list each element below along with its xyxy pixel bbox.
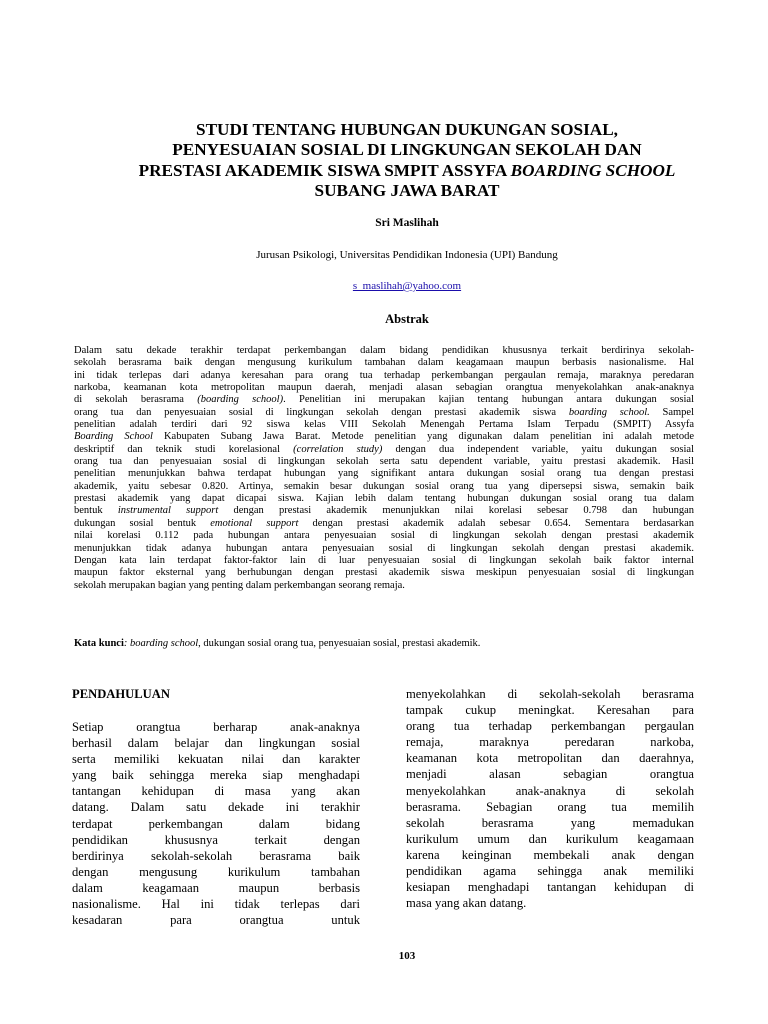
title-line: PENYESUAIAN SOSIAL DI LINGKUNGAN SEKOLAH DAN bbox=[172, 140, 642, 160]
abstract-line: orang tua dan penyesuaian sosial di lingkungan sekolah dengan prestasi akademik siswa boarding school. Sampel bbox=[74, 406, 694, 418]
body-text-line: tantangan kehidupan di masa yang akan bbox=[72, 784, 360, 799]
body-text-line: pendidikan khususnya terkait dengan bbox=[72, 832, 360, 847]
abstract-heading: Abstrak bbox=[385, 312, 429, 326]
author-affiliation: Jurusan Psikologi, Universitas Pendidikan Indonesia (UPI) Bandung bbox=[256, 249, 558, 261]
abstract-line: deskriptif dan teknik studi korelasional (correlation study) dengan dua independent variable, yaitu dukungan sosial bbox=[74, 443, 694, 455]
body-text-line: Setiap orangtua berharap anak-anaknya bbox=[72, 720, 360, 734]
abstract-line: menunjukkan tidak adanya hubungan antara penyesuaian sosial di lingkungan sekolah dengan prestasi akademik. bbox=[74, 542, 694, 554]
abstract-line: sekolah merupakan bagian yang penting dalam perkembangan seorang remaja. bbox=[74, 579, 405, 591]
abstract-line: di sekolah berasrama (boarding school). Penelitian ini merupakan kajian tentang hubungan antara dukungan sosial bbox=[74, 394, 694, 406]
body-text-line: yang baik sehingga mereka siap menghadapi bbox=[72, 768, 360, 783]
abstract-line: orang tua dan penyesuaian sosial di lingkungan sekolah serta satu dependent variable, yaitu prestasi akademik. Hasil bbox=[74, 456, 694, 468]
body-text-line: menjadi alasan sebagian orangtua bbox=[406, 767, 694, 782]
abstract-line: Boarding School Kabupaten Subang Jawa Barat. Metode penelitian yang digunakan dalam penelitian ini adalah metode bbox=[74, 431, 694, 443]
body-text-line: berhasil dalam belajar dan lingkungan sosial bbox=[72, 736, 360, 751]
abstract-line: narkoba, keamanan kota metropolitan maupun daerah, menjadi alasan sebagian orangtua menyekolahkan anak-anaknya bbox=[74, 382, 694, 394]
abstract-line: sekolah berasrama baik dengan mengusung kurikulum tambahan dalam keagamaan maupun berbasis nasionalisme. Hal bbox=[74, 357, 694, 369]
author-name: Sri Maslihah bbox=[375, 217, 439, 229]
title-line: PRESTASI AKADEMIK SISWA SMPIT ASSYFA BOARDING SCHOOL bbox=[138, 160, 676, 180]
body-text-line: dalam keagamaan maupun berbasis bbox=[72, 880, 360, 895]
abstract-body bbox=[74, 345, 694, 592]
keywords-label: Kata kunci bbox=[74, 638, 124, 649]
keywords-colon: : bbox=[123, 638, 128, 649]
abstract-line: prestasi akademik yang dapat dicapai siswa. Kajian lebih dalam tentang hubungan dukungan sosial orang tua dalam bbox=[74, 493, 694, 505]
keywords-list: , dukungan sosial orang tua, penyesuaian sosial, prestasi akademik. bbox=[198, 638, 481, 649]
body-text-line: karena keinginan membekali anak dengan bbox=[406, 847, 694, 862]
abstract-line: penelitian adalah terdiri dari 92 siswa kelas VIII Sekolah Menengah Pertama Islam Terpadu (SMPIT) Assyfa bbox=[74, 419, 694, 431]
body-text-line: orang tua terhadap perkembangan pergaulan bbox=[406, 719, 694, 734]
title-line: STUDI TENTANG HUBUNGAN DUKUNGAN SOSIAL, bbox=[196, 120, 618, 139]
body-text-line: nasionalisme. Hal ini tidak terlepas dari bbox=[72, 897, 360, 912]
abstract-line: ini tidak terlepas dari adanya keresahan para orang tua terhadap perkembangan pergaulan remaja, maraknya peredaran bbox=[74, 369, 694, 381]
body-text-line: menyekolahkan anak-anaknya di sekolah bbox=[406, 783, 694, 798]
paper-title bbox=[100, 120, 714, 202]
author-email[interactable] bbox=[0, 280, 768, 292]
keywords bbox=[74, 638, 694, 649]
abstract-line: akademik, yaitu sebesar 0.820. Artinya, semakin besar dukungan sosial orang tua yang dipersepsi siswa, semakin baik bbox=[74, 480, 694, 492]
body-text-line: pendidikan agama sehingga anak memiliki bbox=[406, 864, 694, 879]
abstract-line: Dalam satu dekade terakhir terdapat perkembangan dalam bidang pendidikan khususnya terkait berdirinya sekolah- bbox=[74, 345, 694, 356]
left-column-text bbox=[72, 719, 360, 928]
body-text-line: berdirinya sekolah-sekolah berasrama baik bbox=[72, 848, 360, 863]
page-number: 103 bbox=[398, 950, 416, 962]
left-column bbox=[72, 686, 360, 928]
abstract-line: Dengan kata lain terdapat faktor-faktor lain di luar penyesuaian sosial di lingkungan sekolah baik faktor internal bbox=[74, 554, 694, 566]
section-heading-pendahuluan: PENDAHULUAN bbox=[72, 687, 170, 701]
abstract-line: penelitian menunjukkan bahwa terdapat hubungan yang signifikant antara dukungan sosial orang tua dengan prestasi bbox=[74, 468, 694, 480]
abstract-line: bentuk instrumental support dengan prestasi akademik menunjukkan nilai korelasi sebesar 0.798 dan hubungan bbox=[74, 505, 694, 517]
body-text-line: berasrama. Sebagian orang tua memilih bbox=[406, 799, 694, 814]
body-text-line: remaja, maraknya peredaran narkoba, bbox=[406, 735, 694, 750]
right-column bbox=[406, 686, 694, 911]
email-link[interactable]: s_maslihah@yahoo.com bbox=[352, 280, 462, 292]
right-column-text bbox=[406, 686, 694, 911]
body-text-line: menyekolahkan di sekolah-sekolah berasrama bbox=[406, 687, 694, 701]
abstract-line: nilai korelasi 0.112 pada hubungan antara penyesuaian sosial di lingkungan sekolah dengan prestasi akademik bbox=[74, 530, 694, 542]
body-text-line: kesiapan menghadapi tantangan kehidupan di bbox=[406, 880, 694, 895]
body-text-line: terdapat perkembangan dalam bidang bbox=[72, 816, 360, 831]
body-text-line: kurikulum umum dan kurikulum keagamaan bbox=[406, 831, 694, 846]
keywords-italic-term: boarding school bbox=[127, 638, 199, 649]
body-text-line: tampak cukup meningkat. Keresahan para bbox=[406, 703, 694, 718]
body-text-line: keamanan kota metropolitan dan daerahnya, bbox=[406, 751, 694, 766]
title-line: SUBANG JAWA BARAT bbox=[314, 181, 500, 201]
body-text-line: kesadaran para orangtua untuk bbox=[72, 913, 360, 928]
body-text-line: sekolah berasrama yang memadukan bbox=[406, 815, 694, 830]
body-text-line: masa yang akan datang. bbox=[406, 896, 527, 911]
abstract-line: dukungan sosial bentuk emotional support dengan prestasi akademik adalah sebesar 0.654. Sementara berdasarkan bbox=[74, 517, 694, 529]
body-text-line: serta memiliki kekuatan nilai dan karakter bbox=[72, 752, 360, 767]
body-text-line: dengan mengusung kurikulum tambahan bbox=[72, 864, 360, 879]
abstract-line: maupun faktor eksternal yang berhubungan dengan prestasi akademik siswa meskipun penyesuaian sosial di lingkungan bbox=[74, 567, 694, 579]
body-text-line: datang. Dalam satu dekade ini terakhir bbox=[72, 800, 360, 815]
